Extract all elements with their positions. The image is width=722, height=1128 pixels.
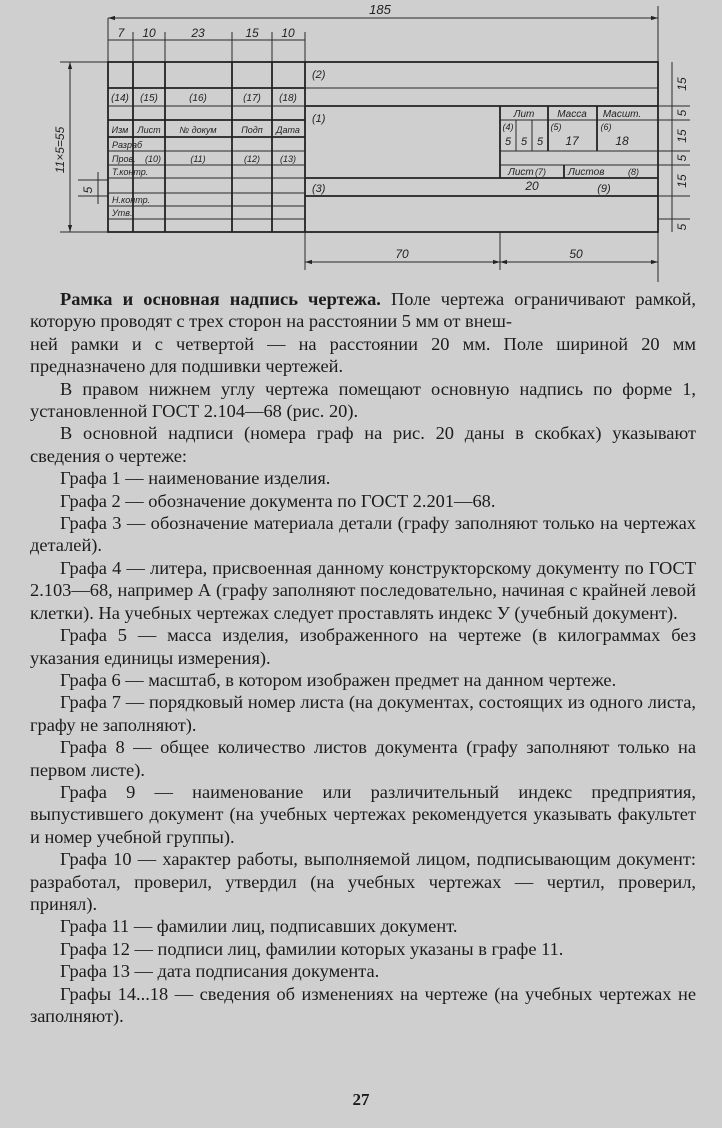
body-text	[30, 288, 696, 1027]
label-g11: (11)	[190, 154, 206, 164]
label-g16: (16)	[189, 93, 207, 104]
graph-8: Графа 8 — общее количество листов документа (графу заполняют только на первом листе).	[30, 737, 696, 780]
label-g7: (7)	[535, 167, 546, 177]
label-g18: (18)	[279, 93, 297, 104]
label-razrab: Разраб	[112, 140, 143, 150]
label-g4: (4)	[502, 122, 514, 132]
dim-18: 18	[615, 134, 629, 148]
label-g15: (15)	[140, 93, 158, 104]
paragraph-info: В основной надписи (номера граф на рис. 20 даны в скобках) указывают сведения о чертеже:	[30, 423, 696, 466]
label-massa: Масса	[557, 109, 587, 120]
label-podp: Подп	[241, 125, 263, 135]
title-block-diagram	[0, 0, 722, 290]
dim-70: 70	[395, 247, 409, 261]
graph-10: Графа 10 — характер работы, выполняемой лицом, подписывающим документ: разработал, проверил, утвердил (на учебных чертежах — чертил, проверил, принял).	[30, 849, 696, 914]
label-g3: (3)	[312, 183, 326, 195]
graph-2: Графа 2 — обозначение документа по ГОСТ 2.201—68.	[60, 490, 496, 511]
label-g1: (1)	[312, 113, 326, 125]
label-g9: (9)	[597, 183, 611, 195]
label-nodokum: № докум	[179, 125, 217, 135]
label-g10: (10)	[145, 154, 162, 164]
label-g2: (2)	[312, 69, 326, 81]
graph-7: Графа 7 — порядковый номер листа (на документах, состоящих из одного листа, графу не заполняют).	[30, 692, 696, 735]
paragraph-frame-a: Поле чертежа ограничивают рамкой, которую проводят с трех сторон на расстоянии 5 мм от внеш-	[30, 289, 696, 332]
label-utv: Утв.	[112, 208, 133, 218]
label-listov: Листов	[568, 167, 605, 178]
dim-10b: 10	[281, 26, 295, 40]
page-number: 27	[352, 1090, 370, 1109]
dim-r5a: 5	[675, 109, 689, 117]
dim-17: 17	[565, 134, 579, 148]
label-g6: (6)	[600, 122, 612, 132]
label-list: Лист	[137, 125, 161, 135]
graph-11: Графа 11 — фамилии лиц, подписавших документ.	[60, 916, 458, 937]
dim-left-5: 5	[81, 186, 95, 194]
paragraph-frame-b: ней рамки и с четвертой — на расстоянии 20 мм. Поле шириной 20 мм предназначено для подшивки чертежей.	[30, 333, 696, 377]
dim-23: 23	[191, 26, 205, 40]
label-prov: Пров.	[112, 154, 136, 164]
label-g17: (17)	[243, 93, 261, 104]
dim-r15b: 15	[675, 129, 689, 143]
dim-5a: 5	[504, 136, 512, 148]
label-data: Дата	[276, 125, 300, 135]
graph-13: Графа 13 — дата подписания документа.	[60, 961, 380, 982]
dim-185: 185	[369, 2, 391, 17]
label-masshtab: Масшт.	[602, 109, 642, 120]
paragraph-title-block: В правом нижнем углу чертежа помещают основную надпись по форме 1, установленной ГОСТ 2.104—68 (рис. 20).	[30, 378, 696, 422]
label-g14: (14)	[111, 93, 129, 104]
graph-5: Графа 5 — масса изделия, изображенного на чертеже (в килограммах без указания единицы измерения).	[30, 625, 696, 668]
graph-9: Графа 9 — наименование или различительный индекс предприятия, выпустившего документ (на учебных чертежах рекомендуется указывать факультет и номер учебной группы).	[30, 781, 696, 847]
graph-12: Графа 12 — подписи лиц, фамилии которых указаны в графе 11.	[60, 938, 564, 959]
label-lit: Лит	[513, 109, 535, 120]
label-g12: (12)	[243, 154, 261, 164]
dim-7: 7	[117, 26, 125, 40]
label-nkontr: Н.контр.	[112, 195, 151, 205]
dim-15: 15	[245, 26, 259, 40]
dim-20: 20	[525, 179, 539, 193]
dim-r15c: 15	[675, 174, 689, 188]
dim-height: 11×5=55	[53, 126, 67, 174]
section-heading: Рамка и основная надпись чертежа.	[60, 289, 381, 309]
dim-5c: 5	[536, 136, 544, 148]
dim-r5c: 5	[675, 223, 689, 231]
dim-10a: 10	[142, 26, 156, 40]
dim-r15a: 15	[675, 77, 689, 91]
label-g8: (8)	[628, 167, 639, 177]
label-izm: Изм	[111, 125, 129, 135]
label-list2: Лист	[508, 167, 534, 178]
graph-6: Графа 6 — масштаб, в котором изображен предмет на данном чертеже.	[60, 669, 617, 690]
dim-r5b: 5	[675, 154, 689, 162]
graph-3: Графа 3 — обозначение материала детали (графу заполняют только на чертежах деталей).	[30, 513, 696, 556]
label-g13: (13)	[279, 154, 297, 164]
label-g5: (5)	[550, 122, 562, 132]
dim-5b: 5	[520, 136, 528, 148]
graph-1: Графа 1 — наименование изделия.	[60, 468, 331, 489]
label-tkontr: Т.контр.	[112, 167, 149, 177]
paragraph-frame	[30, 288, 696, 333]
graph-4: Графа 4 — литера, присвоенная данному конструкторскому документу по ГОСТ 2.103—68, например А (графу заполняют последовательно, начиная с крайней левой клетки). На учебных чертежах следует проставлять индекс У (учебный документ).	[30, 557, 696, 623]
dim-50: 50	[569, 247, 583, 261]
graph-14-18: Графы 14...18 — сведения об изменениях на чертеже (на учебных чертежах не заполняют).	[30, 983, 696, 1026]
